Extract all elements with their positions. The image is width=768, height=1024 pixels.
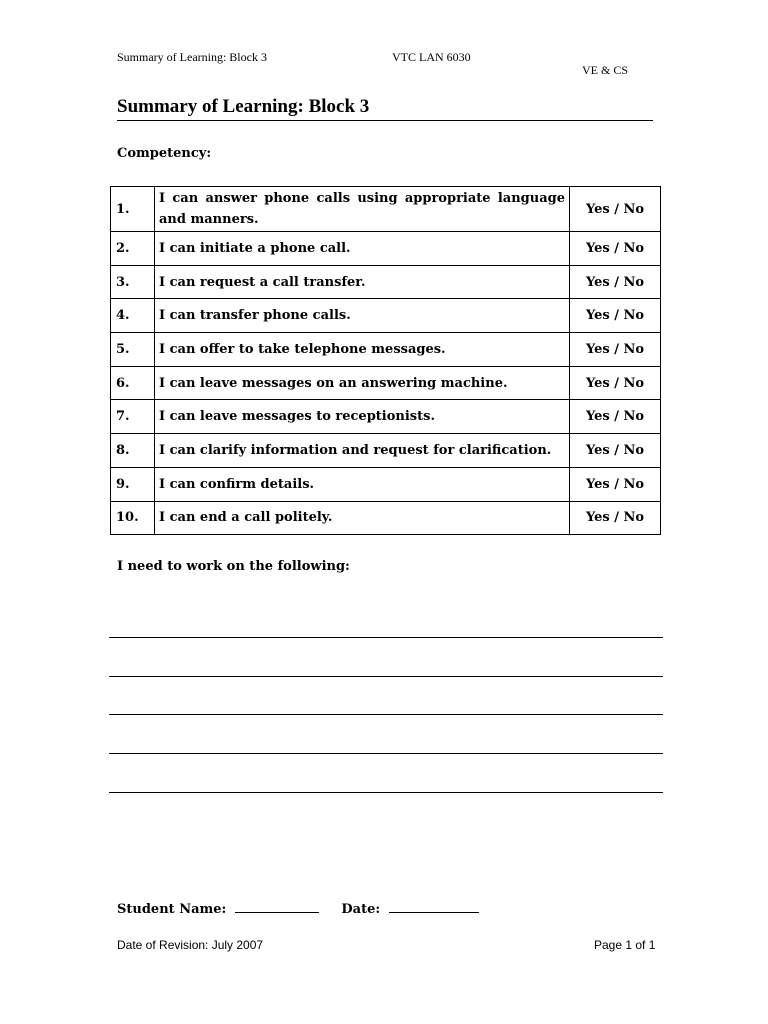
- competency-statement: I can confirm details.: [155, 467, 570, 501]
- date-label: Date:: [341, 902, 381, 917]
- competency-statement: I can leave messages to receptionists.: [155, 400, 570, 434]
- yes-no-choice[interactable]: Yes / No: [570, 366, 661, 400]
- competency-number: 1.: [111, 187, 155, 232]
- yes-no-choice[interactable]: Yes / No: [570, 187, 661, 232]
- competency-number: 5.: [111, 333, 155, 367]
- work-on-label: I need to work on the following:: [117, 559, 350, 574]
- competency-statement: I can answer phone calls using appropriate language and manners.: [155, 187, 570, 232]
- yes-no-choice[interactable]: Yes / No: [570, 467, 661, 501]
- yes-no-choice[interactable]: Yes / No: [570, 265, 661, 299]
- writing-line[interactable]: [109, 714, 663, 715]
- writing-line[interactable]: [109, 637, 663, 638]
- competency-statement: I can request a call transfer.: [155, 265, 570, 299]
- writing-line[interactable]: [109, 676, 663, 677]
- table-row: [111, 501, 661, 535]
- competency-number: 4.: [111, 299, 155, 333]
- yes-no-choice[interactable]: Yes / No: [570, 501, 661, 535]
- competency-statement: I can transfer phone calls.: [155, 299, 570, 333]
- footer-page: Page 1 of 1: [594, 938, 656, 952]
- competency-statement: I can initiate a phone call.: [155, 232, 570, 266]
- competency-number: 8.: [111, 434, 155, 468]
- table-row: [111, 232, 661, 266]
- table-row: [111, 434, 661, 468]
- table-row: [111, 366, 661, 400]
- table-row: [111, 187, 661, 232]
- yes-no-choice[interactable]: Yes / No: [570, 299, 661, 333]
- yes-no-choice[interactable]: Yes / No: [570, 232, 661, 266]
- date-blank[interactable]: [389, 900, 479, 913]
- header-right: VE & CS: [582, 63, 629, 77]
- header-left: Summary of Learning: Block 3: [117, 50, 267, 64]
- table-row: [111, 400, 661, 434]
- header-center: VTC LAN 6030: [392, 50, 471, 64]
- competency-number: 7.: [111, 400, 155, 434]
- table-row: [111, 299, 661, 333]
- competency-number: 9.: [111, 467, 155, 501]
- signature-row: [117, 900, 479, 917]
- writing-line[interactable]: [109, 753, 663, 754]
- yes-no-choice[interactable]: Yes / No: [570, 400, 661, 434]
- competency-number: 10.: [111, 501, 155, 535]
- competency-statement: I can offer to take telephone messages.: [155, 333, 570, 367]
- student-name-blank[interactable]: [235, 900, 319, 913]
- table-row: [111, 265, 661, 299]
- competency-number: 2.: [111, 232, 155, 266]
- competency-statement: I can end a call politely.: [155, 501, 570, 535]
- competency-statement: I can leave messages on an answering machine.: [155, 366, 570, 400]
- table-row: [111, 467, 661, 501]
- competency-number: 3.: [111, 265, 155, 299]
- writing-line[interactable]: [109, 792, 663, 793]
- yes-no-choice[interactable]: Yes / No: [570, 434, 661, 468]
- competency-number: 6.: [111, 366, 155, 400]
- footer-revision: Date of Revision: July 2007: [117, 938, 264, 952]
- yes-no-choice[interactable]: Yes / No: [570, 333, 661, 367]
- competency-label: Competency:: [117, 146, 212, 161]
- competency-table: [110, 186, 661, 535]
- table-row: [111, 333, 661, 367]
- page-title: Summary of Learning: Block 3: [117, 96, 653, 121]
- competency-statement: I can clarify information and request for clarification.: [155, 434, 570, 468]
- student-name-label: Student Name:: [117, 902, 227, 917]
